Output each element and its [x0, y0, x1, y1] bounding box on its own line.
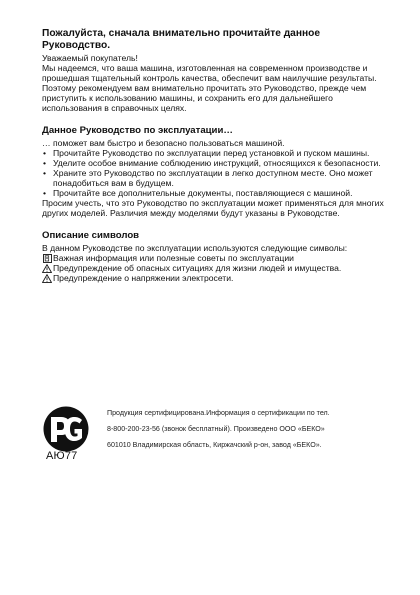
- symbols-heading: Описание символов: [42, 230, 140, 241]
- symbol-item: [42, 253, 387, 263]
- symbol-text: Предупреждение об опасных ситуациях для жизни людей и имущества.: [53, 263, 342, 273]
- bullet-icon: •: [43, 168, 47, 178]
- symbol-item: [42, 273, 387, 283]
- intro-greeting: Уважаемый покупатель!: [42, 53, 138, 63]
- list-item: • Прочитайте все дополнительные документы, поставляющиеся с машиной.: [43, 188, 353, 198]
- bullet-icon: •: [43, 188, 47, 198]
- certification-block: [42, 405, 382, 465]
- certification-line: 601010 Владимирская область, Киржачский р-он, завод «БЕКО».: [107, 441, 322, 449]
- certification-line: 8-800-200-23-56 (звонок бесплатный). Произведено ООО «БЕКО»: [107, 425, 325, 433]
- intro-paragraph: Поэтому рекомендуем вам внимательно прочитать это Руководство, прежде чем приступить к использованию машины, и сохранить его для дальнейшего использования в справочных целях.: [42, 83, 367, 113]
- list-item: • Храните это Руководство по эксплуатации в легко доступном месте. Оно может понадобиться вам в будущем.: [43, 168, 373, 188]
- intro-title: Пожалуйста, сначала внимательно прочитайте данное Руководство.: [42, 28, 321, 51]
- certification-logo: [42, 405, 90, 453]
- bullet-icon: •: [43, 148, 47, 158]
- list-item: • Уделите особое внимание соблюдению инструкций, относящихся к безопасности.: [43, 158, 381, 168]
- list-item: • Прочитайте Руководство по эксплуатации перед установкой и пуском машины.: [43, 148, 370, 158]
- symbols-lead: В данном Руководстве по эксплуатации используются следующие символы:: [42, 243, 348, 253]
- bullet-icon: •: [43, 158, 47, 168]
- symbol-text: Предупреждение о напряжении электросети.: [53, 273, 234, 283]
- manual-note: Просим учесть, что это Руководство по эксплуатации может применяться для многих других моделей. Различия между моделями будут указаны в Руководстве.: [42, 198, 384, 218]
- symbol-text: Важная информация или полезные советы по эксплуатации: [53, 253, 294, 263]
- certification-code: АЮ77: [46, 450, 78, 462]
- manual-bullet-list: [42, 148, 387, 198]
- manual-heading: Данное Руководство по эксплуатации…: [42, 125, 233, 136]
- info-icon: [42, 253, 52, 263]
- symbol-item: [42, 263, 387, 273]
- warning-icon: [42, 273, 52, 283]
- manual-page: [42, 28, 387, 283]
- certification-line: Продукция сертифицирована.Информация о сертификации по тел.: [107, 409, 330, 417]
- manual-lead: … поможет вам быстро и безопасно пользоваться машиной.: [42, 138, 285, 148]
- intro-paragraph: Мы надеемся, что ваша машина, изготовленная на современном производстве и прошедшая тщательный контроль качества, обеспечит вам наилучшие результаты.: [42, 63, 377, 83]
- warning-icon: [42, 263, 52, 273]
- certification-text: [107, 405, 382, 453]
